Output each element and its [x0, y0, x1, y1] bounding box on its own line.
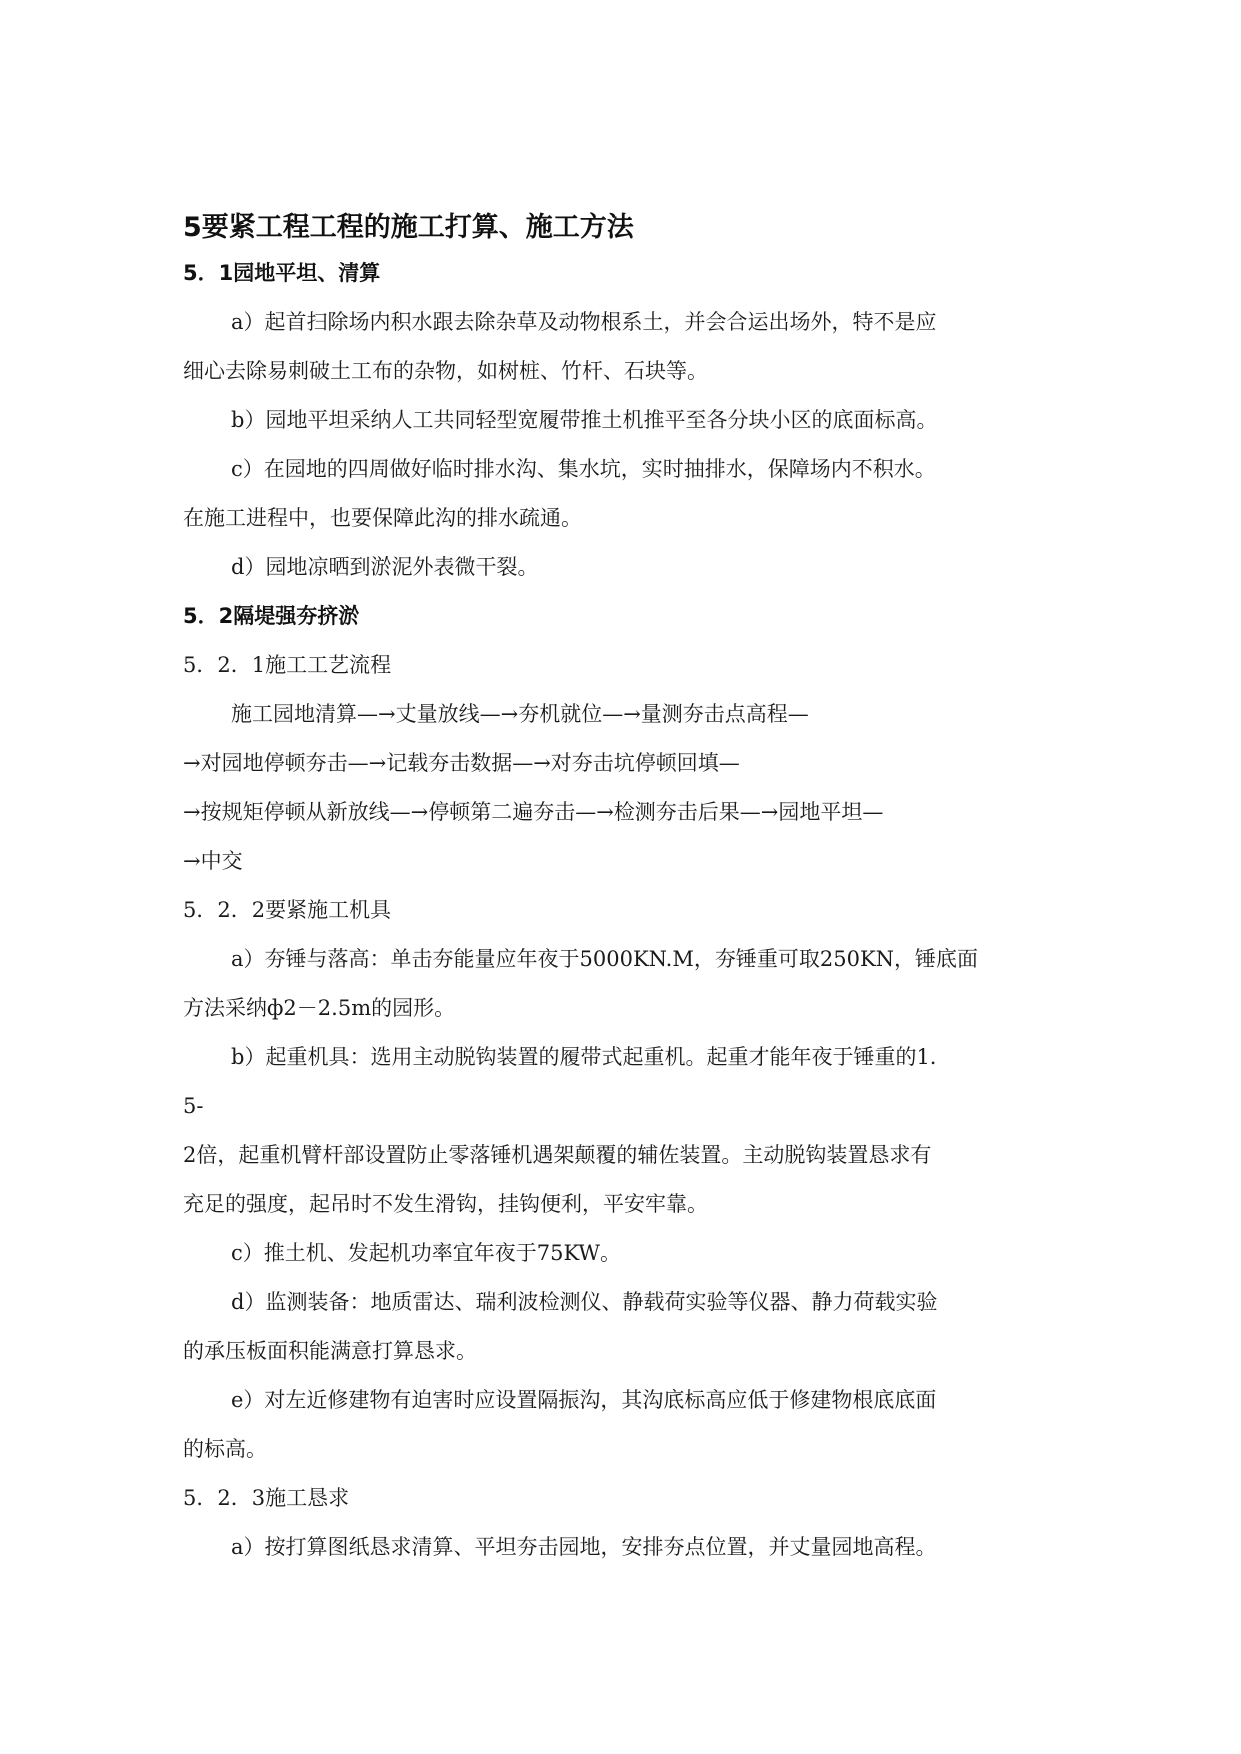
subsection-heading: 5．1园地平坦、清算 [183, 261, 381, 285]
paragraph-line: 充足的强度，起吊时不发生滑钩，挂钩便利，平安牢靠。 [183, 1192, 708, 1216]
paragraph-line: a）夯锤与落高：单击夯能量应年夜于5000KN.M，夯锤重可取250KN，锤底面 [231, 947, 979, 971]
paragraph-line: 方法采纳ф2－2.5m的园形。 [183, 996, 456, 1020]
section-heading: 5要紧工程工程的施工打算、施工方法 [183, 212, 634, 243]
paragraph-line: a）按打算图纸恳求清算、平坦夯击园地，安排夯点位置，并丈量园地高程。 [231, 1535, 937, 1559]
paragraph-line: →对园地停顿夯击—→记载夯击数据—→对夯击坑停顿回填— [183, 751, 740, 775]
paragraph-line: 细心去除易刺破土工布的杂物，如树桩、竹杆、石块等。 [183, 359, 708, 383]
paragraph-line: b）起重机具：选用主动脱钩装置的履带式起重机。起重才能年夜于锤重的1. [231, 1045, 937, 1069]
paragraph-line: 的标高。 [183, 1437, 267, 1461]
paragraph-line: 在施工进程中，也要保障此沟的排水疏通。 [183, 506, 582, 530]
paragraph-line: a）起首扫除场内积水跟去除杂草及动物根系土，并会合运出场外，特不是应 [231, 310, 937, 334]
paragraph-line: 5．2．1施工工艺流程 [183, 653, 392, 677]
paragraph-line: 施工园地清算—→丈量放线—→夯机就位—→量测夯击点高程— [231, 702, 809, 726]
paragraph-line: d）监测装备：地质雷达、瑞利波检测仪、静载荷实验等仪器、静力荷载实验 [231, 1290, 938, 1314]
paragraph-line: 5- [183, 1094, 204, 1118]
text-flow [183, 258, 1073, 1562]
paragraph-line: →按规矩停顿从新放线—→停顿第二遍夯击—→检测夯击后果—→园地平坦— [183, 800, 884, 824]
paragraph-line: c）在园地的四周做好临时排水沟、集水坑，实时抽排水，保障场内不积水。 [231, 457, 936, 481]
paragraph-line: 2倍，起重机臂杆部设置防止零落锤机遇架颠覆的辅佐装置。主动脱钩装置恳求有 [183, 1143, 932, 1167]
paragraph-line: e）对左近修建物有迫害时应设置隔振沟，其沟底标高应低于修建物根底底面 [231, 1388, 937, 1412]
paragraph-line: b）园地平坦采纳人工共同轻型宽履带推土机推平至各分块小区的底面标高。 [231, 408, 938, 432]
subsection-heading: 5．2隔堤强夯挤淤 [183, 604, 360, 628]
paragraph-line: 5．2．3施工恳求 [183, 1486, 350, 1510]
document-body [183, 208, 1073, 1581]
paragraph-line: →中交 [183, 849, 243, 873]
paragraph-line: 的承压板面积能满意打算恳求。 [183, 1339, 477, 1363]
paragraph-line: c）推土机、发起机功率宜年夜于75KW。 [231, 1241, 622, 1265]
paragraph-line: d）园地凉晒到淤泥外表微干裂。 [231, 555, 539, 579]
paragraph-line: 5．2．2要紧施工机具 [183, 898, 392, 922]
